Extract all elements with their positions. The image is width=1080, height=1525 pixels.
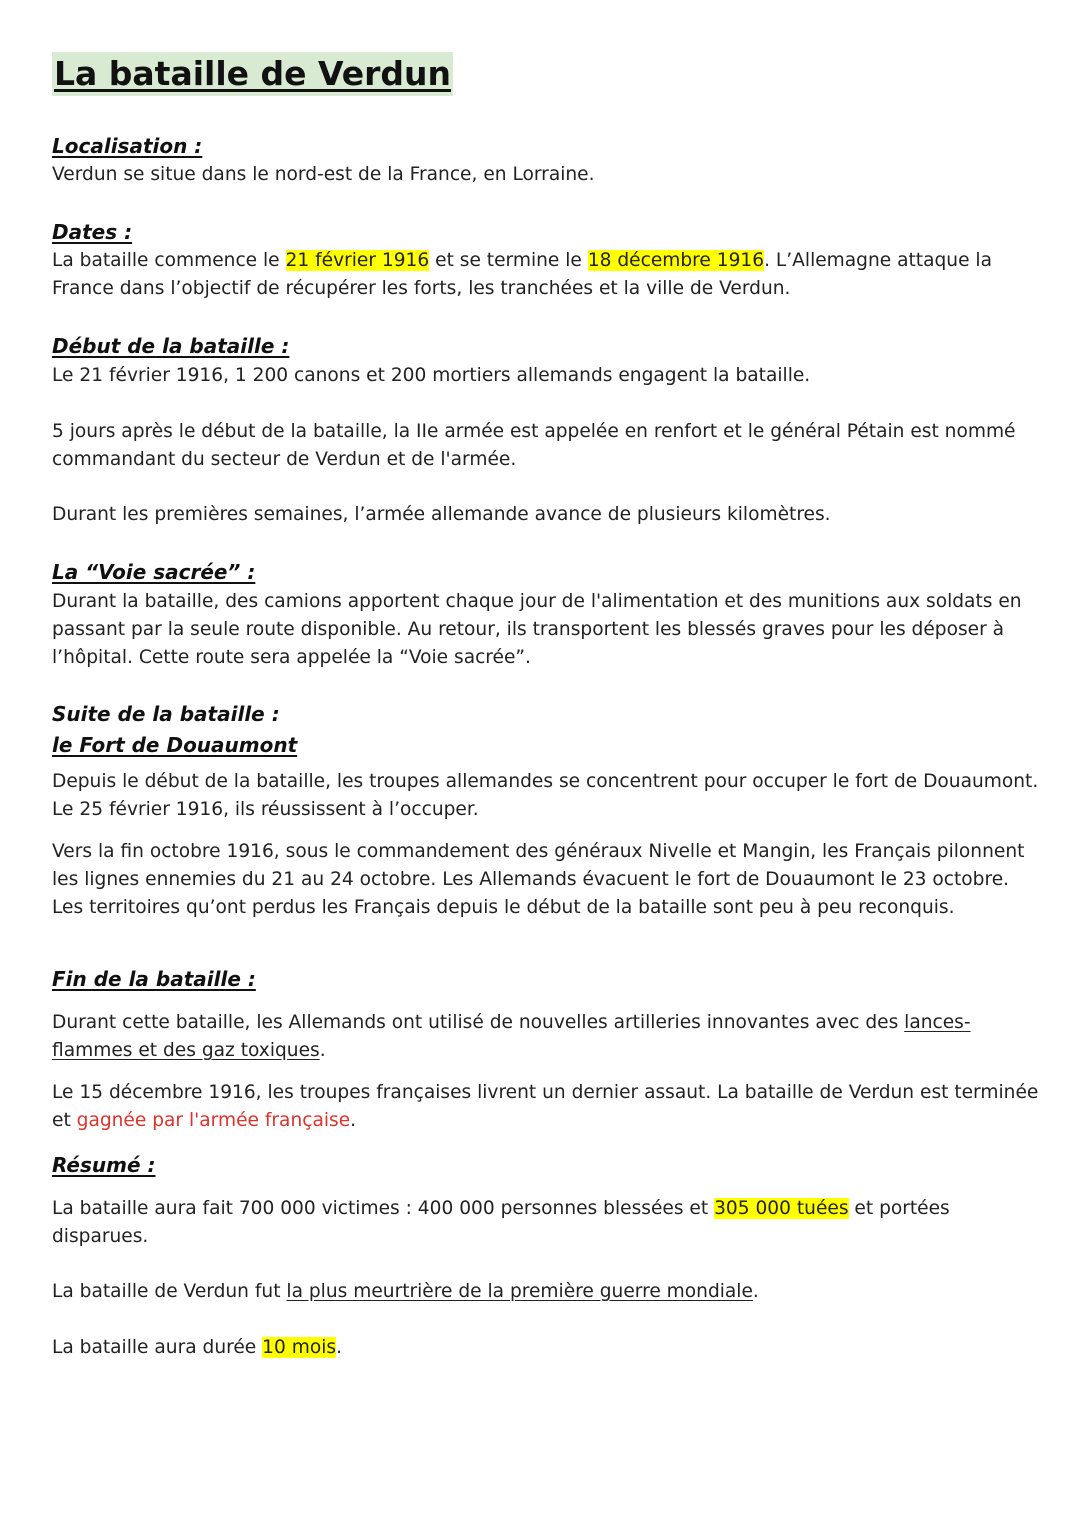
paragraph-voie-sacree: Durant la bataille, des camions apportent chaque jour de l'alimentation et des munitions aux soldats en passant par la seule route disponible. Au retour, ils transportent les blessés graves pour les déposer à l’hôpital. Cette route sera appelée la “Voie sacrée”.	[52, 591, 1022, 668]
dates-text-2: et se termine le	[429, 250, 588, 271]
paragraph-debut-2: 5 jours après le début de la bataille, la IIe armée est appelée en renfort et le général Pétain est nommé commandant du secteur de Verdun et de l'armée.	[52, 421, 1016, 470]
paragraph-localisation: Verdun se situe dans le nord-est de la France, en Lorraine.	[52, 164, 595, 185]
paragraph-resume-1	[52, 1195, 1042, 1251]
red-victory-text: gagnée par l'armée française	[76, 1110, 351, 1131]
heading-suite: Suite de la bataille :	[52, 702, 280, 726]
highlight-killed: 305 000 tuées	[714, 1198, 849, 1219]
paragraph-suite-1: Depuis le début de la bataille, les troupes allemandes se concentrent pour occuper le fort de Douaumont. Le 25 février 1916, ils réussissent à l’occuper.	[52, 771, 1039, 820]
paragraph-debut-3: Durant les premières semaines, l’armée allemande avance de plusieurs kilomètres.	[52, 504, 831, 525]
heading-fin: Fin de la bataille :	[52, 967, 256, 991]
resume-text-3-end: .	[336, 1337, 342, 1358]
paragraph-fin-2	[52, 1079, 1042, 1135]
dates-text-3: . L’Allemagne attaque la France dans l’objectif de récupérer les forts, les tranchées et la ville de Verdun.	[52, 250, 992, 299]
page-title: La bataille de Verdun	[52, 52, 453, 96]
subheading-fort-douaumont: le Fort de Douaumont	[52, 733, 298, 757]
highlight-duration: 10 mois	[262, 1337, 337, 1358]
heading-resume: Résumé :	[52, 1153, 156, 1177]
paragraph-resume-2	[52, 1278, 1042, 1306]
dates-text-1: La bataille commence le	[52, 250, 286, 271]
fin-text-2-end: .	[350, 1110, 357, 1131]
paragraph-suite-2: Vers la fin octobre 1916, sous le commandement des généraux Nivelle et Mangin, les Français pilonnent les lignes ennemies du 21 au 24 octobre. Les Allemands évacuent le fort de Douaumont le 23 octobre. Les territoires qu’ont perdus les Français depuis le début de la bataille sont peu à peu reconquis.	[52, 841, 1025, 918]
highlight-date-end: 18 décembre 1916	[587, 250, 765, 271]
paragraph-dates	[52, 247, 1042, 303]
heading-voie-sacree: La “Voie sacrée” :	[52, 560, 256, 584]
resume-text-1-end: et portées disparues.	[52, 1198, 950, 1247]
resume-text-2: La bataille de Verdun fut	[52, 1281, 287, 1302]
fin-text-2: Le 15 décembre 1916, les troupes françaises livrent un dernier assaut. La bataille de Verdun est terminée et	[52, 1082, 1039, 1131]
paragraph-fin-1	[52, 1009, 1042, 1065]
resume-text-3: La bataille aura durée	[52, 1337, 263, 1358]
heading-dates: Dates :	[52, 220, 133, 244]
paragraph-resume-3	[52, 1334, 1042, 1362]
fin-text-1: Durant cette bataille, les Allemands ont utilisé de nouvelles artilleries innovantes avec des	[52, 1012, 905, 1033]
underlined-weapons: lances-flammes et des gaz toxiques	[52, 1012, 971, 1061]
heading-localisation: Localisation :	[52, 134, 203, 158]
resume-text-2-end: .	[752, 1281, 759, 1302]
underlined-deadliest: la plus meurtrière de la première guerre mondiale	[286, 1281, 753, 1302]
paragraph-debut-1: Le 21 février 1916, 1 200 canons et 200 mortiers allemands engagent la bataille.	[52, 365, 811, 386]
resume-text-1: La bataille aura fait 700 000 victimes : 400 000 personnes blessées et	[52, 1198, 715, 1219]
fin-text-1-end: .	[319, 1040, 326, 1061]
heading-debut: Début de la bataille :	[52, 334, 290, 358]
highlight-date-start: 21 février 1916	[285, 250, 430, 271]
